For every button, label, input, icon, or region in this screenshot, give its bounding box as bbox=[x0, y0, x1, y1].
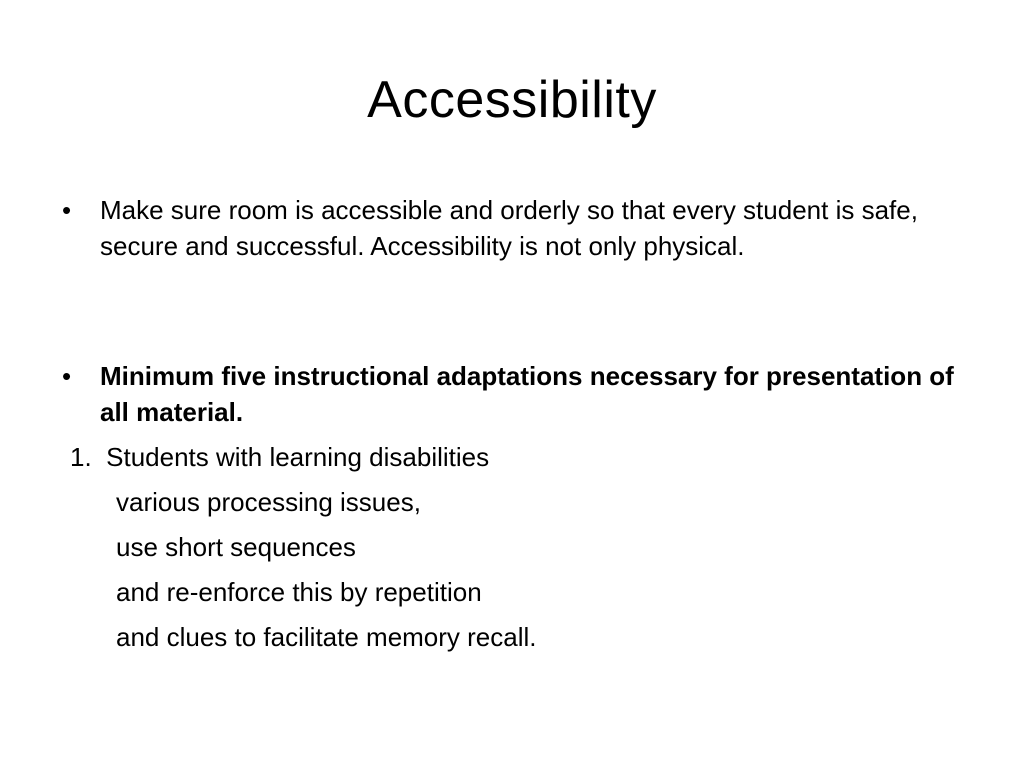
bullet-marker: • bbox=[62, 361, 72, 391]
bullet-text: Make sure room is accessible and orderly so that every student is safe, secure and successful. Accessibility is not only physical. bbox=[100, 195, 918, 261]
bullet-item-adaptations bbox=[62, 358, 962, 438]
sub-line-short-sequences: use short sequences bbox=[116, 532, 356, 562]
numbered-item-learning-disabilities: 1. Students with learning disabilities bbox=[70, 442, 490, 472]
sub-line-processing-issues: various processing issues, bbox=[116, 487, 421, 517]
bullet-item-accessibility bbox=[62, 192, 962, 312]
sub-line-repetition: and re-enforce this by repetition bbox=[116, 577, 482, 607]
bullet-text-bold: Minimum five instructional adaptations necessary for presentation of all material. bbox=[100, 361, 954, 427]
bullet-marker: • bbox=[62, 195, 72, 225]
slide-title: Accessibility bbox=[367, 71, 657, 129]
sub-line-memory-recall: and clues to facilitate memory recall. bbox=[116, 622, 537, 652]
